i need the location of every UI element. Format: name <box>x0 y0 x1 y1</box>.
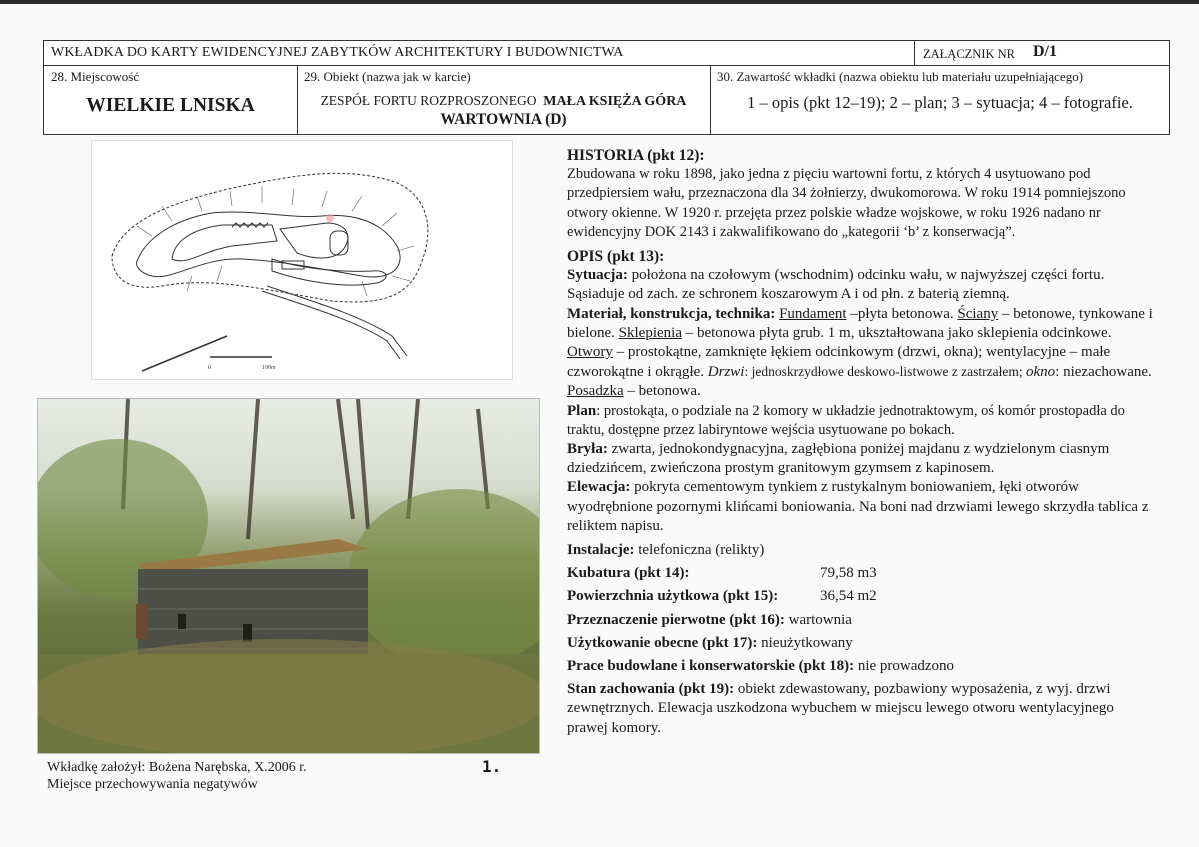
form-title: WKŁADKA DO KARTY EWIDENCYJNEJ ZABYTKÓW ARCHITEKTURY I BUDOWNICTWA <box>51 45 624 60</box>
field-30-contents <box>710 65 1170 135</box>
author-line: Wkładkę założył: Bożena Narębska, X.2006 r. <box>47 760 307 775</box>
plan-text: : prostokąta, o podziale na 2 komory w układzie jednotraktowym, oś komór prostopadła do traktu, dostępne przez labiryntowe wejścia usytuowane po bokach. <box>567 402 1125 438</box>
fact-row-powierzchnia <box>567 587 1157 606</box>
field-28-locality <box>44 65 298 135</box>
stan-label: Stan zachowania (pkt 19): <box>567 681 735 698</box>
posadzka-label: Posadzka <box>567 383 624 400</box>
sklepienia-label: Sklepienia <box>618 324 682 341</box>
field-29-object <box>297 65 711 135</box>
field-30-label: 30. Zawartość wkładki (nazwa obiektu lub materiału uzupełniającego) <box>717 69 1084 84</box>
sciany-label: Ściany <box>957 305 999 322</box>
stan-text: obiekt zdewastowany, pozbawiony wyposażenia, z wyj. drzwi zewnętrznych. Elewacja uszkodzona wybuchem w miejscu lewego otworu wentylacyjnego prawej komory. <box>567 681 1114 736</box>
highlight-marker <box>326 214 334 222</box>
field-28-label: 28. Miejscowość <box>51 69 140 84</box>
fact-value: nie prowadzono <box>854 658 955 675</box>
fact-row-przeznaczenie <box>567 611 1157 630</box>
bryla-label: Bryła: <box>567 441 608 458</box>
stan-paragraph <box>567 680 1157 738</box>
sytuacja-label: Sytuacja: <box>567 267 628 284</box>
fact-row-uzytkowanie <box>567 634 1157 653</box>
fact-label: Powierzchnia użytkowa (pkt 15): <box>567 588 779 605</box>
page-number: 1. <box>482 757 502 776</box>
form-header <box>43 40 1170 135</box>
guardhouse-photo <box>37 398 540 754</box>
fundament-label: Fundament <box>779 305 847 322</box>
scale-end: 100m <box>262 365 276 371</box>
field-29-label: 29. Obiekt (nazwa jak w karcie) <box>304 69 471 84</box>
photo-icon <box>38 399 540 754</box>
fact-label: Prace budowlane i konserwatorskie (pkt 18): <box>567 658 855 675</box>
sytuacja-paragraph <box>567 266 1157 304</box>
header-title-row <box>44 41 1169 66</box>
negatives-line: Miejsce przechowywania negatywów <box>47 777 258 792</box>
sciany-text: – betonowe, tynkowane i bielone. <box>567 305 1153 341</box>
material-paragraph <box>567 305 1157 402</box>
otwory-label: Otwory <box>567 344 613 361</box>
object-name-bold: MAŁA KSIĘŻA GÓRA <box>543 94 687 109</box>
object-name-prefix: ZESPÓŁ FORTU ROZPROSZONEGO <box>320 93 537 108</box>
object-name <box>297 93 710 110</box>
locality-value: WIELKIE LNISKA <box>86 95 255 116</box>
plan-paragraph <box>567 402 1157 440</box>
instalacje-label: Instalacje: <box>567 542 635 559</box>
fundament-text: –płyta betonowa. <box>846 305 958 322</box>
sklepienia-text: – betonowa płyta grub. 1 m, ukształtowana jako sklepienia odcinkowe. <box>681 324 1112 341</box>
object-subname: WARTOWNIA (D) <box>440 111 567 128</box>
posadzka-text: – betonowa. <box>623 383 701 400</box>
annex-label: ZAŁĄCZNIK NR <box>923 47 1016 61</box>
material-label: Materiał, konstrukcja, technika: <box>567 305 776 322</box>
contents-value: 1 – opis (pkt 12–19); 2 – plan; 3 – sytuacja; 4 – fotografie. <box>747 93 1133 112</box>
elewacja-text: pokryta cementowym tynkiem z rustykalnym boniowaniem, łęki otworów wyodrębnione pozornymi klińcami boniowania. Na boni nad drzwiami lewego skrzydła tablica z reliktem napisu. <box>567 479 1149 534</box>
fort-plan-icon <box>92 141 512 379</box>
annex-number: D/1 <box>1033 43 1057 60</box>
drzwi-text: : jednoskrzydłowe deskowo-listwowe z zastrzałem; <box>744 364 1027 380</box>
fact-value: 36,54 m2 <box>820 588 877 605</box>
bryla-paragraph <box>567 440 1157 478</box>
fact-label: Kubatura (pkt 14): <box>567 565 690 582</box>
okno-text: : niezachowane. <box>1055 364 1152 381</box>
description-column <box>567 146 1157 738</box>
fact-value: nieużytkowany <box>757 634 853 651</box>
instalacje-paragraph <box>567 541 1157 560</box>
historia-text: Zbudowana w roku 1898, jako jedna z pięciu wartowni fortu, z których 4 usytuowano pod przedpiersiem wału, przeznaczona dla 34 żołnierzy, dwukomorowa. W roku 1914 pomniejszono otwory okienne. W 1920 r. przejęta przez polskie władze wojskowe, w roku 1926 nadano nr ewidencyjny DOK 2143 i zakwalifikowano do „kategorii ‘b’ z konserwacją”. <box>567 166 1126 240</box>
elewacja-paragraph <box>567 478 1157 536</box>
fact-value: wartownia <box>784 611 852 628</box>
footer-info <box>47 759 307 793</box>
annex-cell <box>914 41 1172 65</box>
plan-label: Plan <box>567 402 597 419</box>
otwory-text: – prostokątne, zamknięte łękiem odcinkowym (drzwi, okna); wentylacyjne – małe czworokątne i okrągłe. <box>567 344 1111 381</box>
okno-label: okno <box>1026 364 1056 381</box>
drzwi-label: Drzwi <box>707 364 745 381</box>
scale-start: 0 <box>208 365 211 371</box>
instalacje-text: telefoniczna (relikty) <box>634 542 765 559</box>
historia-heading: HISTORIA (pkt 12): <box>567 147 705 164</box>
fact-label: Przeznaczenie pierwotne (pkt 16): <box>567 611 785 628</box>
fort-plan-drawing <box>91 140 513 380</box>
opis-heading: OPIS (pkt 13): <box>567 248 665 266</box>
fact-row-prace <box>567 657 1157 676</box>
fact-label: Użytkowanie obecne (pkt 17): <box>567 634 758 651</box>
scan-edge <box>0 0 1199 4</box>
fact-value: 79,58 m3 <box>820 565 877 582</box>
bryla-text: zwarta, jednokondygnacyjna, zagłębiona poniżej majdanu z wydzielonym ciasnym dziedzińcem, zwieńczona prostym granitowym gzymsem z kapinosem. <box>567 441 1110 477</box>
sytuacja-text: położona na czołowym (wschodnim) odcinku wału, w najwyższej części fortu. Sąsiaduje od zach. ze schronem koszarowym A i od płn. z baterią ziemną. <box>567 267 1105 303</box>
elewacja-label: Elewacja: <box>567 479 631 496</box>
fact-row-kubatura <box>567 564 1157 583</box>
